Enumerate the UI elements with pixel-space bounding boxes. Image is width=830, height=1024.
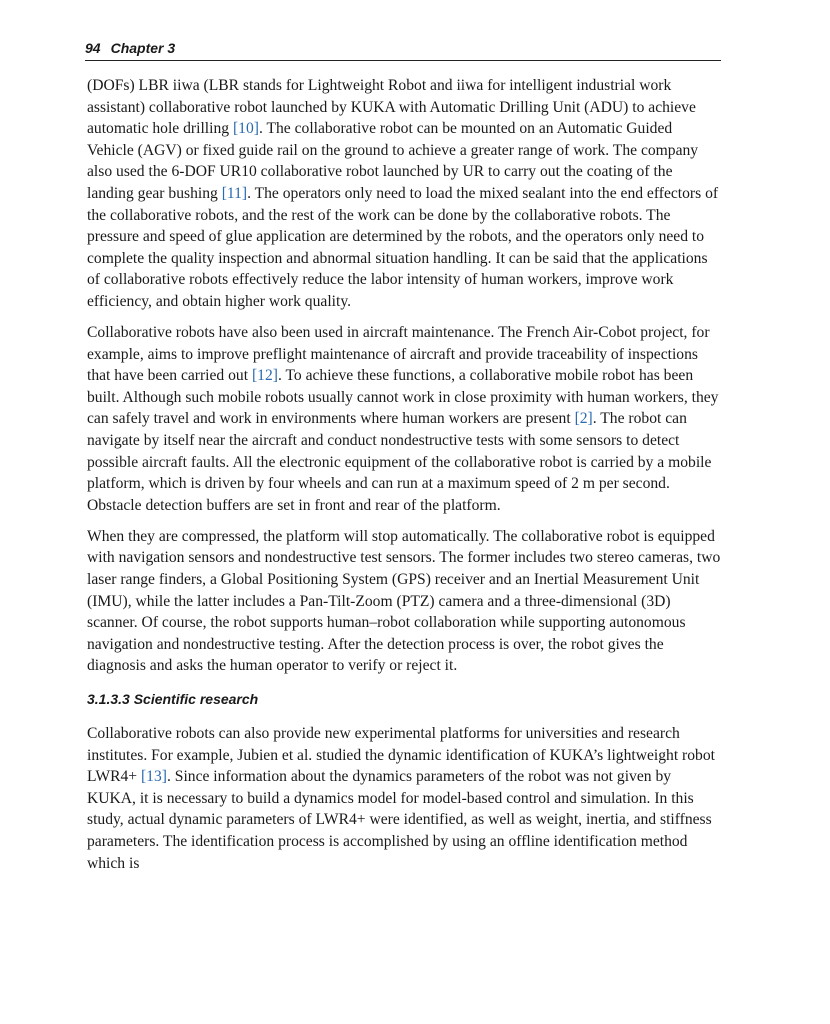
running-head [85,38,721,61]
paragraph-2 [87,322,721,516]
paragraph-1-text-a: (DOFs) LBR iiwa (LBR stands for Lightweight Robot and iiwa for intelligent industrial work assistant) collaborative robot launched by KUKA with Automatic Drilling Unit (ADU) to achieve automatic hole drilling [87,77,696,138]
page-number: 94 [85,40,101,56]
citation-12[interactable]: [12] [251,367,278,385]
paragraph-4-text-a: Collaborative robots can also provide new experimental platforms for universities and research institutes. For example, Jubien et al. studied the dynamic identification of KUKA’s lightweight robot LWR4+ [87,725,715,786]
citation-13[interactable]: [13] [140,768,167,786]
paragraph-4-text-b: . Since information about the dynamics parameters of the robot was not given by KUKA, it is necessary to build a dynamics model for model-based control and simulation. In this study, actual dynamic parameters of LWR4+ were identified, as well as weight, inertia, and stiffness parameters. The identification process is accomplished by using an offline identification method which is [87,768,712,872]
chapter-title: Chapter 3 [110,40,176,56]
section-heading: 3.1.3.3 Scientific research [87,691,259,708]
paragraph-2-text-b: . To achieve these functions, a collaborative mobile robot has been built. Although such mobile robots usually cannot work in close proximity with human workers, they can safely travel and work in environments where human workers are present [87,367,719,428]
book-page [87,38,721,884]
paragraph-1-text-b: . The collaborative robot can be mounted on an Automatic Guided Vehicle (AGV) or fixed guide rail on the ground to achieve a greater range of work. The company also used the 6-DOF UR10 collaborative robot launched by UR to carry out the coating of the landing gear bushing [87,120,699,202]
citation-11[interactable]: [11] [221,184,248,202]
paragraph-1 [87,75,721,313]
paragraph-2-text-c: . The robot can navigate by itself near the aircraft and conduct nondestructive tests with some sensors to detect possible aircraft faults. All the electronic equipment of the collaborative robot is carried by a mobile platform, which is driven by four wheels and can run at a maximum speed of 2 m per second. Obstacle detection buffers are set in front and rear of the platform. [87,410,712,514]
paragraph-3: When they are compressed, the platform will stop automatically. The collaborative robot is equipped with navigation sensors and nondestructive test sensors. The former includes two stereo cameras, two laser range finders, a Global Positioning System (GPS) receiver and an Inertial Measurement Unit (IMU), while the latter includes a Pan-Tilt-Zoom (PTZ) camera and a three-dimensional (3D) scanner. Of course, the robot supports human–robot collaboration while supporting autonomous navigation and nondestructive testing. After the detection process is over, the robot gives the diagnosis and asks the human operator to verify or reject it. [87,527,721,675]
citation-2[interactable]: [2] [574,410,593,428]
paragraph-4 [87,723,721,874]
paragraph-2-text-a: Collaborative robots have also been used in aircraft maintenance. The French Air-Cobot project, for example, aims to improve preflight maintenance of aircraft and provide traceability of inspections that have been carried out [87,324,710,385]
paragraph-1-text-c: . The operators only need to load the mixed sealant into the end effectors of the collaborative robots, and the rest of the work can be done by the collaborative robots. The pressure and speed of glue application are determined by the robots, and the operators only need to complete the quality inspection and abnormal situation handling. It can be said that the applications of collaborative robots effectively reduce the labor intensity of human workers, improve work efficiency, and obtain higher work quality. [87,184,719,310]
citation-10[interactable]: [10] [232,120,259,138]
